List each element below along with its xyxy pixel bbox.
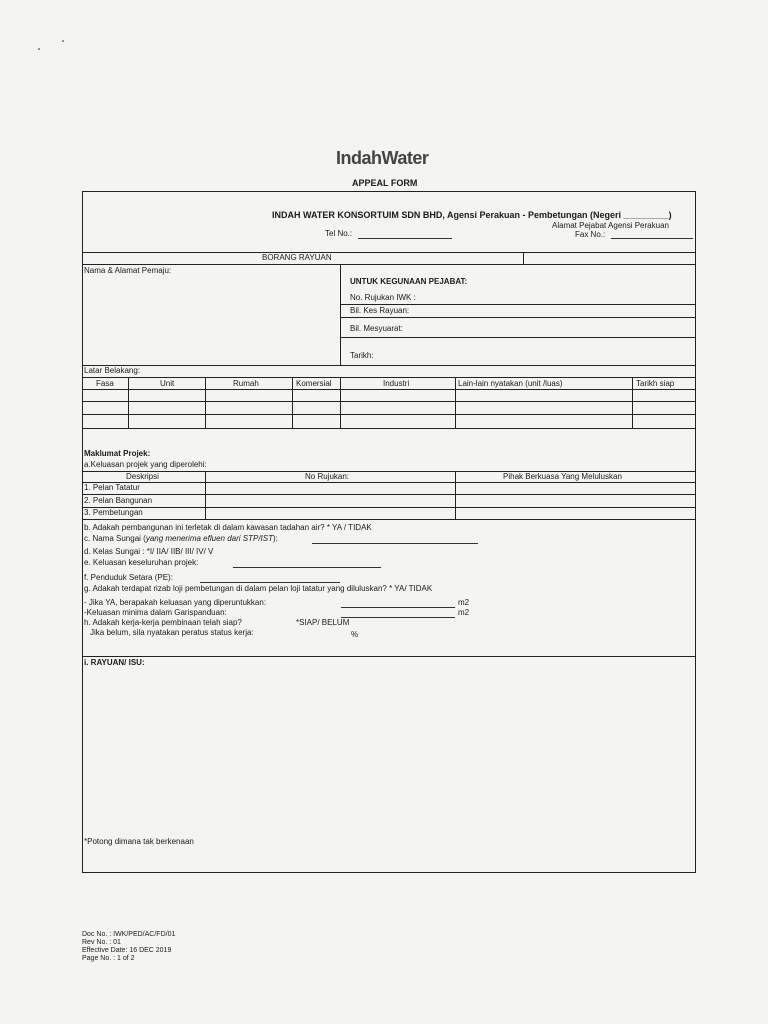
divider — [82, 264, 695, 265]
divider — [82, 507, 695, 508]
question-c-suffix: ): — [272, 534, 278, 543]
tel-label: Tel No.: — [325, 229, 353, 238]
divider — [205, 377, 206, 428]
percent-sign: % — [351, 630, 359, 639]
minimum-area-field[interactable] — [341, 617, 455, 618]
question-h2: Jika belum, sila nyatakan peratus status kerja: — [90, 628, 254, 637]
background-header-unit: Unit — [160, 379, 175, 388]
divider — [82, 389, 695, 390]
divider — [340, 337, 695, 338]
divider — [82, 377, 695, 378]
revision-number: Rev No. : 01 — [82, 939, 121, 946]
question-e: e. Keluasan keseluruhan projek: — [84, 558, 199, 567]
office-field-meeting-no: Bil. Mesyuarat: — [350, 324, 403, 333]
question-g1: - Jika YA, berapakah keluasan yang diperuntukkan: — [84, 598, 267, 607]
divider — [523, 252, 524, 264]
divider — [632, 377, 633, 428]
project-info-subtitle: a.Keluasan projek yang diperolehi: — [84, 460, 207, 469]
divider — [82, 252, 695, 253]
doc-number: Doc No. : IWK/PED/AC/FD/01 — [82, 931, 176, 938]
divider — [82, 428, 695, 429]
fax-label: Fax No.: — [575, 230, 606, 239]
office-field-appeal-no: Bil. Kes Rayuan: — [350, 306, 410, 315]
background-header-date: Tarikh siap — [636, 379, 675, 388]
question-d: d. Kelas Sungai : *I/ IIA/ IIB/ III/ IV/ V — [84, 547, 214, 556]
agency-address: Alamat Pejabat Agensi Perakuan — [552, 221, 669, 230]
applicant-label: Nama & Alamat Pemaju: — [84, 266, 172, 275]
question-g: g. Adakah terdapat rizab loji pembetungan di dalam pelan loji tatatur yang diluluskan? * YA/ TIDAK — [84, 584, 433, 593]
indah-water-logo — [336, 144, 446, 170]
scan-speck — [38, 48, 40, 50]
background-header-house: Rumah — [233, 379, 259, 388]
divider — [205, 471, 206, 519]
project-row-building-plan: 2. Pelan Bangunan — [84, 496, 153, 505]
question-c-italic: yang menerima efluen dari STP/IST — [145, 534, 273, 543]
question-h-choice: *SIAP/ BELUM — [296, 618, 350, 627]
divider — [340, 264, 341, 365]
project-row-layout-plan: 1. Pelan Tatatur — [84, 483, 140, 492]
background-header-others: Lain-lain nyatakan (unit /luas) — [458, 379, 563, 388]
project-info-title: Maklumat Projek: — [84, 449, 151, 458]
project-header-desc: Deskripsi — [126, 472, 159, 481]
office-field-iwk-ref: No. Rujukan IWK : — [350, 293, 416, 302]
borang-rayuan-label: BORANG RAYUAN — [262, 253, 332, 262]
divider — [455, 377, 456, 428]
divider — [340, 304, 695, 305]
divider — [82, 656, 695, 657]
appeal-text-area[interactable] — [84, 672, 692, 832]
unit-m2: m2 — [458, 608, 470, 617]
background-header-commercial: Komersial — [296, 379, 332, 388]
pe-field[interactable] — [200, 582, 340, 583]
divider — [82, 494, 695, 495]
office-use-title: UNTUK KEGUNAAN PEJABAT: — [350, 277, 468, 286]
scan-speck — [62, 40, 64, 42]
background-header-phase: Fasa — [96, 379, 114, 388]
question-h: h. Adakah kerja-kerja pembinaan telah siap? — [84, 618, 242, 627]
total-area-field[interactable] — [233, 567, 381, 568]
divider — [82, 365, 695, 366]
tel-field[interactable] — [358, 238, 452, 239]
divider — [340, 317, 695, 318]
question-c — [84, 534, 278, 543]
unit-m2: m2 — [458, 598, 470, 607]
divider — [82, 414, 695, 415]
divider — [128, 377, 129, 428]
question-f: f. Penduduk Setara (PE): — [84, 573, 173, 582]
form-title: APPEAL FORM — [352, 178, 418, 188]
question-b: b. Adakah pembangunan ini terletak di dalam kawasan tadahan air? * YA / TIDAK — [84, 523, 372, 532]
river-name-field[interactable] — [312, 543, 478, 544]
office-field-date: Tarikh: — [350, 351, 374, 360]
org-line: INDAH WATER KONSORTUIM SDN BHD, Agensi Perakuan - Pembetungan (Negeri _________) — [272, 210, 672, 220]
background-title: Latar Belakang: — [84, 366, 141, 375]
question-c-prefix: c. Nama Sungai ( — [84, 534, 146, 543]
logo-text: IndahWater — [336, 148, 429, 168]
divider — [455, 471, 456, 519]
divider — [82, 519, 695, 520]
divider — [340, 377, 341, 428]
effective-date: Effective Date: 16 DEC 2019 — [82, 947, 172, 954]
project-header-ref: No Rujukan: — [305, 472, 350, 481]
divider — [292, 377, 293, 428]
appeal-section-title: i. RAYUAN/ ISU: — [84, 658, 145, 667]
footnote: *Potong dimana tak berkenaan — [84, 837, 194, 846]
question-g2: -Keluasan minima dalam Garispanduan: — [84, 608, 227, 617]
project-row-sewerage: 3. Pembetungan — [84, 508, 143, 517]
allocated-area-field[interactable] — [341, 607, 455, 608]
fax-field[interactable] — [611, 238, 693, 239]
background-header-industry: Industri — [383, 379, 410, 388]
divider — [82, 401, 695, 402]
divider — [82, 482, 695, 483]
project-header-authority: Pihak Berkuasa Yang Meluluskan — [503, 472, 622, 481]
page-number: Page No. : 1 of 2 — [82, 955, 135, 962]
